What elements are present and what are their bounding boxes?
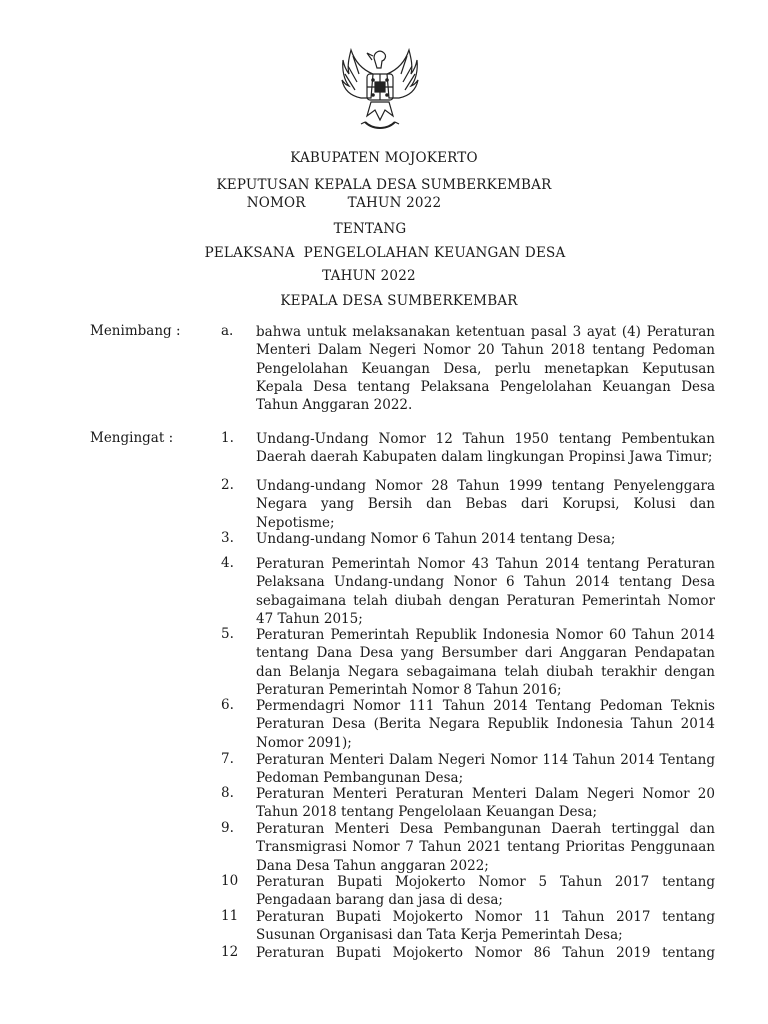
mengingat-item-num: 1. <box>221 430 234 446</box>
garuda-emblem-icon <box>337 44 423 136</box>
mengingat-label: Mengingat : <box>90 430 174 446</box>
mengingat-item-num: 5. <box>221 626 234 642</box>
mengingat-item-text: Peraturan Menteri Desa Pembangunan Daerah tertinggal dan Transmigrasi Nomor 7 Tahun 2021 tentang Prioritas Penggunaan Dana Desa Tahun anggaran 2022; <box>256 821 715 874</box>
regency-title: KABUPATEN MOJOKERTO <box>290 150 478 166</box>
subject-line-2: TAHUN 2022 <box>322 268 416 284</box>
mengingat-item-num: 4. <box>221 555 234 571</box>
mengingat-item-num: 8. <box>221 785 234 801</box>
mengingat-item-text: Peraturan Bupati Mojokerto Nomor 5 Tahun 2017 tentang Pengadaan barang dan jasa di desa; <box>256 874 715 909</box>
about-heading: TENTANG <box>333 221 407 237</box>
menimbang-item-num: a. <box>221 323 234 339</box>
mengingat-item-num: 11 <box>221 908 239 924</box>
mengingat-item-num: 2. <box>221 477 234 493</box>
decree-number <box>0 195 728 211</box>
menimbang-label: Menimbang : <box>90 323 181 339</box>
mengingat-item-text: Peraturan Menteri Peraturan Menteri Dalam Negeri Nomor 20 Tahun 2018 tentang Pengelolaan Keuangan Desa; <box>256 786 715 821</box>
mengingat-item-text: Peraturan Pemerintah Nomor 43 Tahun 2014 tentang Peraturan Pelaksana Undang-undang Nonor 6 Tahun 2014 tentang Desa sebagaimana telah diubah dengan Peraturan Pemerintah Nomor 47 Tahun 2015; <box>256 556 715 627</box>
mengingat-item-num: 7. <box>221 751 234 767</box>
mengingat-item-text: Peraturan Pemerintah Republik Indonesia Nomor 60 Tahun 2014 tentang Dana Desa yang Bersumber dari Anggaran Pendapatan dan Belanja Negara sebagaimana telah diubah terakhir dengan Peraturan Pemerintah Nomor 8 Tahun 2016; <box>256 627 715 698</box>
mengingat-item-text: Undang-undang Nomor 6 Tahun 2014 tentang Desa; <box>256 531 616 547</box>
number-label: NOMOR <box>246 195 306 211</box>
mengingat-item-num: 9. <box>221 820 234 836</box>
mengingat-item-num: 3. <box>221 530 234 546</box>
mengingat-item-text: Undang-Undang Nomor 12 Tahun 1950 tentang Pembentukan Daerah daerah Kabupaten dalam lingkungan Propinsi Jawa Timur; <box>256 431 715 466</box>
menimbang-item-text: bahwa untuk melaksanakan ketentuan pasal 3 ayat (4) Peraturan Menteri Dalam Negeri Nomor 20 Tahun 2018 tentang Pedoman Pengelolahan Keuangan Desa, perlu menetapkan Keputusan Kepala Desa tentang Pelaksana Pengelolahan Keuangan Desa Tahun Anggaran 2022. <box>256 324 715 414</box>
mengingat-item-num: 10 <box>221 873 239 889</box>
mengingat-item-text: Peraturan Bupati Mojokerto Nomor 11 Tahun 2017 tentang Susunan Organisasi dan Tata Kerja Pemerintah Desa; <box>256 909 715 944</box>
number-year: TAHUN 2022 <box>347 195 442 211</box>
mengingat-item-num: 12 <box>221 944 239 960</box>
mengingat-item-text: Permendagri Nomor 111 Tahun 2014 Tentang Pedoman Teknis Peraturan Desa (Berita Negara Republik Indonesia Tahun 2014 Nomor 2091); <box>256 698 715 751</box>
subject-line-1: PELAKSANA PENGELOLAHAN KEUANGAN DESA <box>204 245 566 261</box>
mengingat-item-num: 6. <box>221 697 234 713</box>
mengingat-item-text: Peraturan Bupati Mojokerto Nomor 86 Tahun 2019 tentang <box>256 945 715 961</box>
decree-title: KEPUTUSAN KEPALA DESA SUMBERKEMBAR <box>216 177 552 193</box>
mengingat-item-text: Undang-undang Nomor 28 Tahun 1999 tentang Penyelenggara Negara yang Bersih dan Bebas dari Korupsi, Kolusi dan Nepotisme; <box>256 478 715 531</box>
mengingat-item-text: Peraturan Menteri Dalam Negeri Nomor 114 Tahun 2014 Tentang Pedoman Pembangunan Desa; <box>256 752 715 787</box>
issuer-heading: KEPALA DESA SUMBERKEMBAR <box>280 293 518 309</box>
